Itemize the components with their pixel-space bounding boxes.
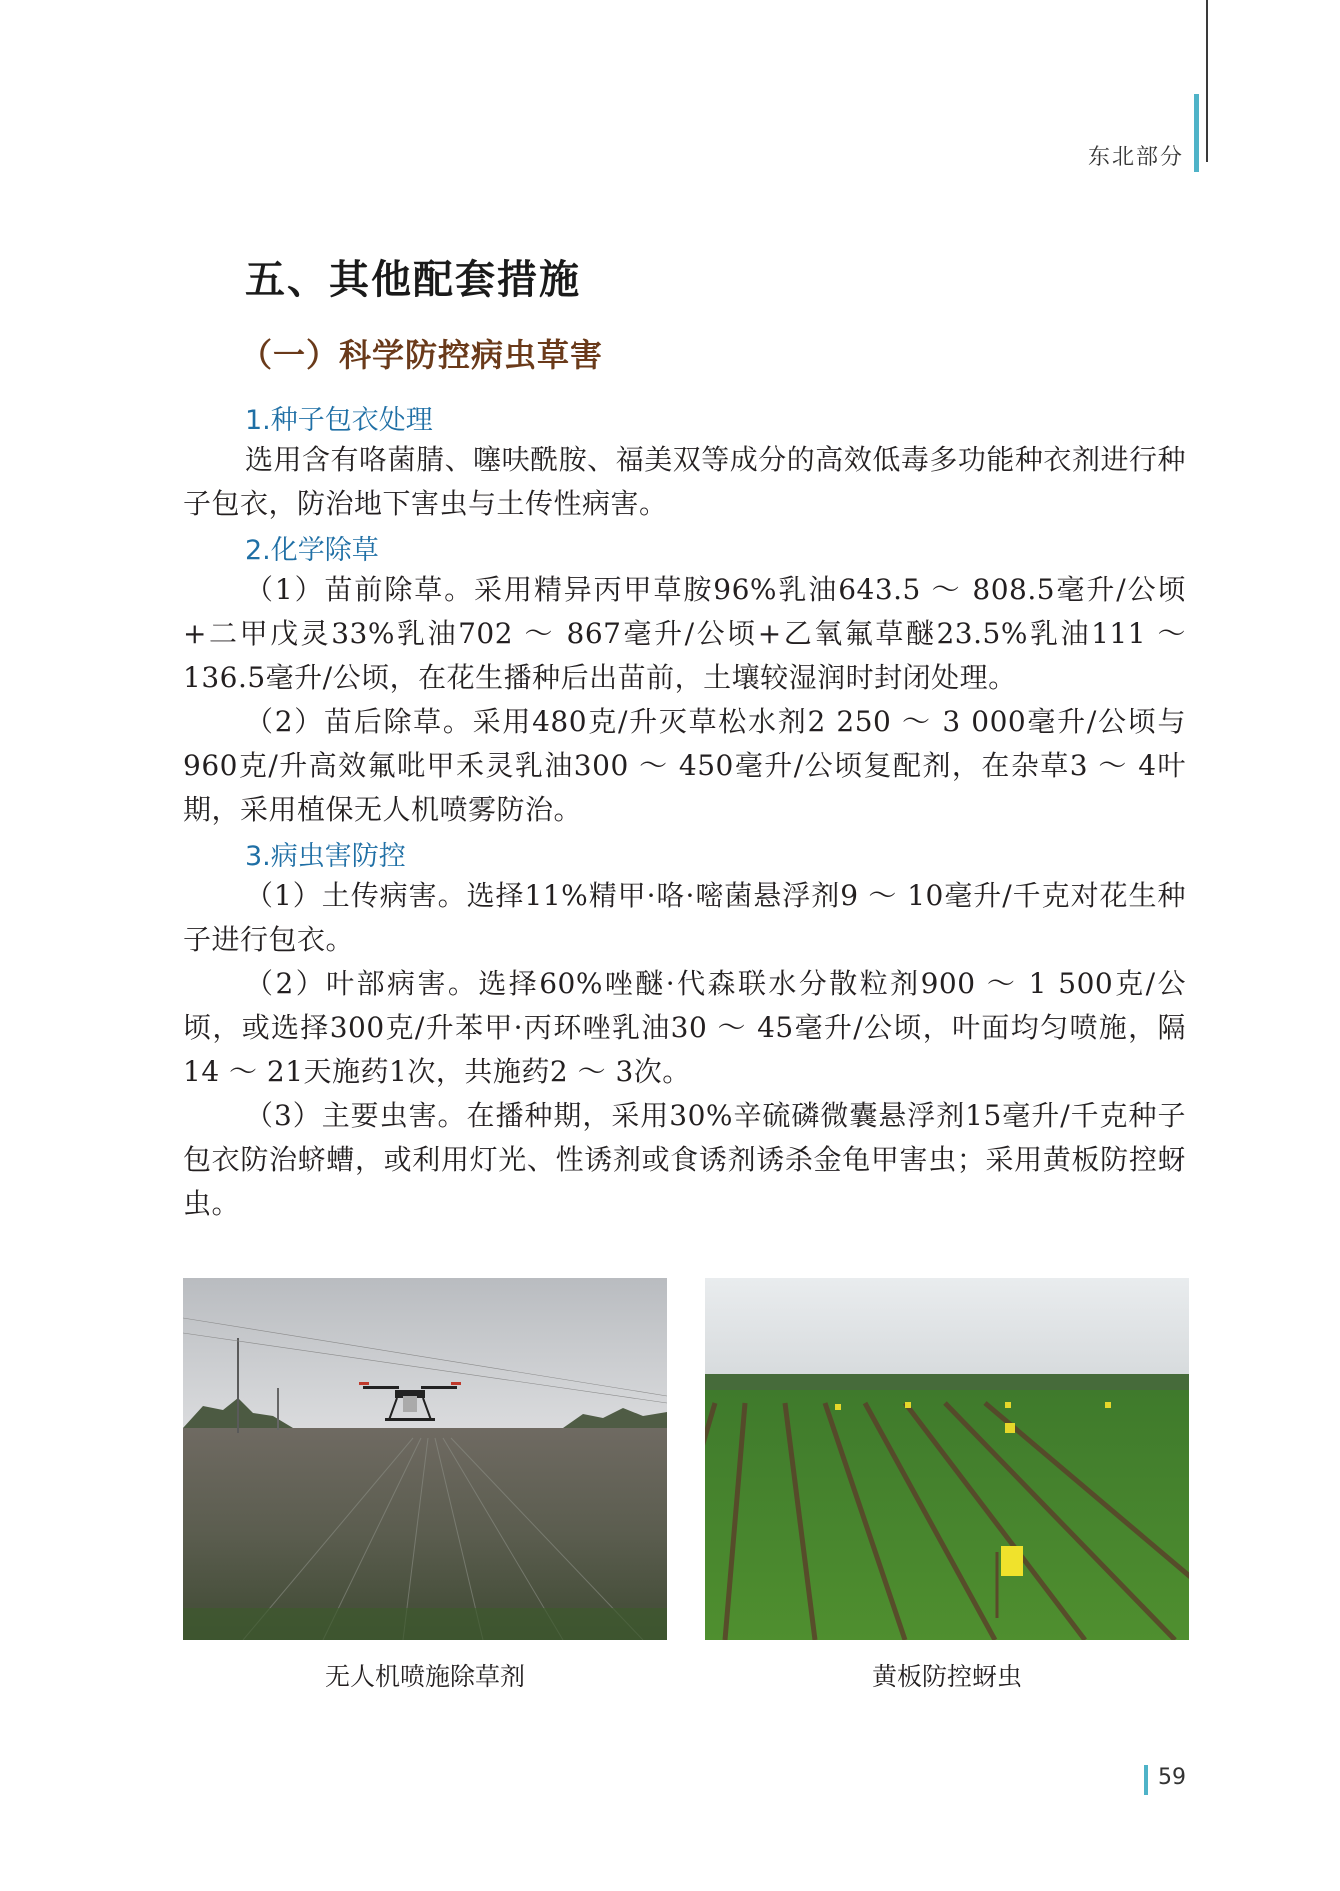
item-heading-pest-control: 3.病虫害防控 bbox=[245, 841, 406, 872]
section-title: 五、其他配套措施 bbox=[245, 257, 581, 303]
paragraph: （2）叶部病害。选择60%唑醚·代森联水分散粒剂900 ～ 1 500克/公顷，或选择300克/升苯甲·丙环唑乳油30 ～ 45毫升/公顷，叶面均匀喷施，隔14 ～ 21天施药1次，共施药2 ～ 3次。 bbox=[183, 967, 1186, 1088]
item-heading-seed-coating: 1.种子包衣处理 bbox=[245, 405, 433, 436]
yellow-board-photo bbox=[705, 1278, 1189, 1640]
header-accent-bar bbox=[1194, 94, 1199, 172]
figure-caption: 黄板防控蚜虫 bbox=[871, 1662, 1022, 1691]
drone-spraying-photo bbox=[183, 1278, 667, 1640]
page-number-accent-bar bbox=[1144, 1765, 1148, 1795]
item-heading-chemical-weeding: 2.化学除草 bbox=[245, 535, 379, 566]
paragraph: 选用含有咯菌腈、噻呋酰胺、福美双等成分的高效低毒多功能种衣剂进行种子包衣，防治地下害虫与土传性病害。 bbox=[183, 443, 1186, 520]
running-header: 东北部分 bbox=[1087, 145, 1184, 170]
paragraph: （1）土传病害。选择11%精甲·咯·嘧菌悬浮剂9 ～ 10毫升/千克对花生种子进行包衣。 bbox=[183, 879, 1186, 956]
header-rule bbox=[1206, 0, 1208, 162]
paragraph: （2）苗后除草。采用480克/升灭草松水剂2 250 ～ 3 000毫升/公顷与960克/升高效氟吡甲禾灵乳油300 ～ 450毫升/公顷复配剂，在杂草3 ～ 4叶期，采用植保无人机喷雾防治。 bbox=[183, 705, 1186, 826]
paragraph: （1）苗前除草。采用精异丙甲草胺96%乳油643.5 ～ 808.5毫升/公顷+二甲戊灵33%乳油702 ～ 867毫升/公顷+乙氧氟草醚23.5%乳油111 ～ 136.5毫升/公顷，在花生播种后出苗前，土壤较湿润时封闭处理。 bbox=[183, 573, 1186, 694]
page-number: 59 bbox=[1158, 1765, 1186, 1790]
paragraph: （3）主要虫害。在播种期，采用30%辛硫磷微囊悬浮剂15毫升/千克种子包衣防治蛴螬，或利用灯光、性诱剂或食诱剂诱杀金龟甲害虫；采用黄板防控蚜虫。 bbox=[183, 1099, 1186, 1220]
subsection-title: （一）科学防控病虫草害 bbox=[240, 336, 604, 374]
figure-caption: 无人机喷施除草剂 bbox=[324, 1662, 525, 1691]
